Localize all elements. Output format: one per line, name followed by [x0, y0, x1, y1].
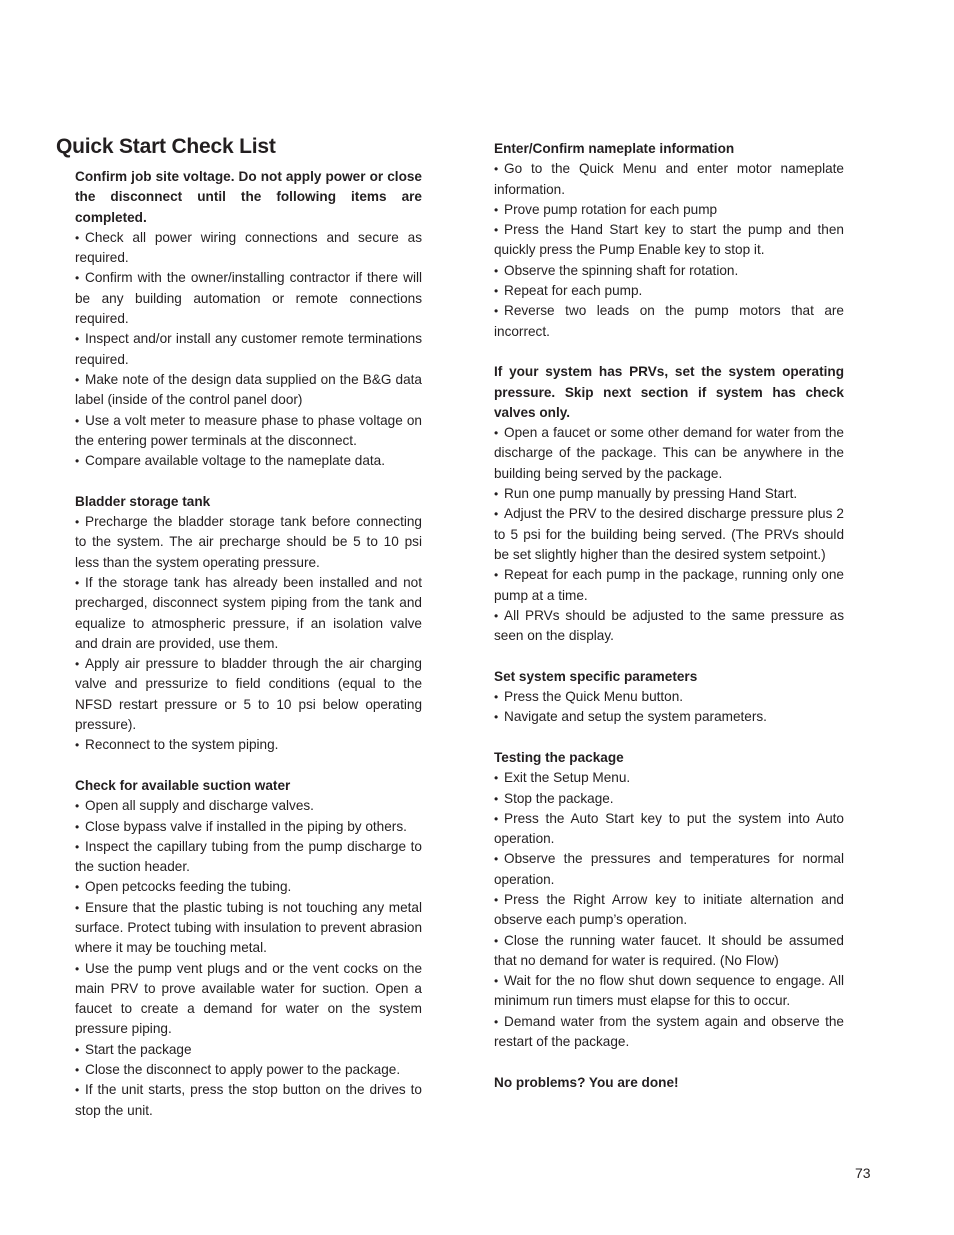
checklist-item-text: Navigate and setup the system parameters.: [504, 709, 767, 725]
bullet-icon: •: [75, 575, 80, 590]
bullet-icon: •: [75, 839, 80, 854]
bullet-icon: •: [75, 454, 80, 469]
checklist-item: [75, 654, 422, 735]
checklist-item-text: Open a faucet or some other demand for water from the discharge of the package. This can be anywhere in the building being served by the package.: [494, 425, 844, 481]
checklist-item: [75, 411, 422, 452]
bullet-icon: •: [494, 892, 499, 907]
bullet-icon: •: [494, 852, 499, 867]
page-number: 73: [855, 1165, 871, 1181]
checklist-item-text: Go to the Quick Menu and enter motor nameplate information.: [494, 161, 844, 197]
bullet-icon: •: [494, 162, 499, 177]
checklist-item: [494, 281, 844, 301]
checklist-item-text: Close the disconnect to apply power to the package.: [85, 1062, 401, 1078]
checklist-item-text: Inspect and/or install any customer remote terminations required.: [75, 331, 422, 367]
checklist-item-text: Compare available voltage to the nameplate data.: [85, 453, 386, 469]
checklist-item: [494, 220, 844, 261]
bullet-icon: •: [75, 372, 80, 387]
checklist-item: [75, 329, 422, 370]
checklist-item-text: Press the Auto Start key to put the system into Auto operation.: [494, 810, 844, 847]
right-column: [494, 139, 844, 1093]
checklist-item: [494, 159, 844, 200]
bullet-icon: •: [75, 1063, 80, 1078]
bullet-icon: •: [494, 487, 499, 502]
checklist-item: [494, 1012, 844, 1053]
checklist-item: [75, 817, 422, 837]
checklist-item-text: Run one pump manually by pressing Hand Start.: [504, 486, 798, 502]
checklist-item: [494, 768, 844, 788]
checklist-item-text: Precharge the bladder storage tank before connecting to the system. The air precharge should be 5 to 10 psi less than the system operating pressure.: [75, 514, 422, 570]
checklist-item-text: Prove pump rotation for each pump: [504, 201, 718, 217]
checklist-item-text: If the unit starts, press the stop button on the drives to stop the unit.: [75, 1082, 422, 1118]
checklist-item-text: Start the package: [85, 1041, 192, 1057]
bullet-icon: •: [494, 1014, 499, 1029]
checklist-item: [75, 512, 422, 573]
checklist-item: [75, 1060, 422, 1080]
checklist-item-text: Use the pump vent plugs and or the vent cocks on the main PRV to prove available water for suction. Open a faucet to create a demand for water on the system pressure piping.: [75, 960, 422, 1037]
page-title: Quick Start Check List: [56, 135, 276, 158]
bullet-icon: •: [494, 223, 499, 238]
checklist-item-text: Use a volt meter to measure phase to phase voltage on the entering power terminals at the disconnect.: [75, 412, 422, 448]
bullet-icon: •: [75, 880, 80, 895]
checklist-item-text: Exit the Setup Menu.: [504, 770, 631, 786]
checklist-item: [75, 877, 422, 897]
bullet-icon: •: [75, 900, 80, 915]
checklist-item-text: Observe the spinning shaft for rotation.: [504, 262, 739, 278]
checklist-item-text: Open all supply and discharge valves.: [85, 798, 314, 814]
section-heading: No problems? You are done!: [494, 1074, 679, 1090]
checklist-item-text: Wait for the no flow shut down sequence to engage. All minimum run timers must elapse for this to occur.: [494, 973, 844, 1009]
checklist-item-text: Press the Quick Menu button.: [504, 689, 684, 705]
checklist-item-text: Observe the pressures and temperatures for normal operation.: [494, 851, 844, 887]
checklist-item-text: Check all power wiring connections and secure as required.: [75, 229, 422, 266]
bullet-icon: •: [75, 332, 80, 347]
bullet-icon: •: [494, 791, 499, 806]
checklist-item: [75, 796, 422, 816]
checklist-item-text: If the storage tank has already been installed and not precharged, disconnect system piping from the tank and equalize to atmospheric pressure, if an isolation valve and drain are provided, use them.: [75, 574, 422, 651]
checklist-item: [75, 1080, 422, 1121]
checklist-item: [494, 809, 844, 850]
checklist-item: [75, 370, 422, 411]
checklist-item: [494, 484, 844, 504]
bullet-icon: •: [494, 608, 499, 623]
bullet-icon: •: [494, 933, 499, 948]
checklist-item: [494, 606, 844, 647]
section-heading: Bladder storage tank: [75, 493, 211, 509]
checklist-item: [494, 565, 844, 606]
checklist-item: [75, 837, 422, 878]
bullet-icon: •: [75, 657, 80, 672]
checklist-item: [494, 890, 844, 931]
section-heading: If your system has PRVs, set the system operating pressure. Skip next section if system has check valves only.: [494, 364, 844, 420]
checklist-section: [494, 362, 844, 646]
checklist-item-text: Press the Hand Start key to start the pump and then quickly press the Pump Enable key to stop it.: [494, 222, 844, 258]
bullet-icon: •: [75, 799, 80, 814]
checklist-item-text: Press the Right Arrow key to initiate alternation and observe each pump’s operation.: [494, 891, 844, 928]
checklist-section: [75, 167, 422, 471]
checklist-item: [75, 573, 422, 654]
bullet-icon: •: [75, 1083, 80, 1098]
bullet-icon: •: [494, 710, 499, 725]
section-heading: Check for available suction water: [75, 777, 291, 793]
bullet-icon: •: [494, 202, 499, 217]
checklist-item-text: Inspect the capillary tubing from the pump discharge to the suction header.: [75, 838, 422, 875]
checklist-item-text: Demand water from the system again and observe the restart of the package.: [494, 1013, 844, 1050]
checklist-item: [75, 898, 422, 959]
checklist-section: [75, 776, 422, 1121]
bullet-icon: •: [494, 811, 499, 826]
checklist-item: [75, 959, 422, 1040]
checklist-item-text: Open petcocks feeding the tubing.: [85, 879, 292, 895]
checklist-item-text: Close the running water faucet. It should be assumed that no demand for water is required. (No Flow): [494, 932, 844, 968]
checklist-item: [75, 451, 422, 471]
checklist-item-text: Adjust the PRV to the desired discharge pressure plus 2 to 5 psi for the building being served. (The PRVs should be set slightly higher than the desired system setpoint.): [494, 506, 844, 562]
section-heading: Set system specific parameters: [494, 668, 698, 684]
bullet-icon: •: [494, 568, 499, 583]
section-heading: Testing the package: [494, 749, 624, 765]
checklist-item-text: Close bypass valve if installed in the piping by others.: [85, 818, 407, 834]
bullet-icon: •: [494, 690, 499, 705]
checklist-item: [494, 971, 844, 1012]
checklist-section: [494, 1073, 844, 1093]
checklist-section: [494, 748, 844, 1052]
checklist-item-text: Make note of the design data supplied on the B&G data label (inside of the control panel door): [75, 371, 422, 408]
checklist-item-text: All PRVs should be adjusted to the same pressure as seen on the display.: [494, 607, 844, 644]
checklist-item-text: Apply air pressure to bladder through the air charging valve and pressurize to field conditions (equal to the NFSD restart pressure or 5 to 10 psi below operating pressure).: [75, 656, 422, 733]
bullet-icon: •: [494, 507, 499, 522]
checklist-item: [494, 504, 844, 565]
checklist-item-text: Confirm with the owner/installing contractor if there will be any building automation or remote connections required.: [75, 270, 422, 327]
bullet-icon: •: [75, 230, 80, 245]
bullet-icon: •: [75, 819, 80, 834]
checklist-item: [494, 849, 844, 890]
bullet-icon: •: [75, 515, 80, 530]
bullet-icon: •: [75, 738, 80, 753]
checklist-item: [494, 789, 844, 809]
checklist-item: [494, 200, 844, 220]
section-heading: Confirm job site voltage. Do not apply power or close the disconnect until the following items are completed.: [75, 169, 422, 225]
checklist-item: [494, 261, 844, 281]
checklist-item: [75, 1040, 422, 1060]
bullet-icon: •: [494, 771, 499, 786]
bullet-icon: •: [494, 284, 499, 299]
checklist-item-text: Repeat for each pump in the package, running only one pump at a time.: [494, 567, 844, 603]
bullet-icon: •: [75, 1042, 80, 1057]
checklist-item: [494, 931, 844, 972]
checklist-section: [75, 492, 422, 756]
bullet-icon: •: [494, 426, 499, 441]
checklist-item: [75, 268, 422, 329]
left-column: [75, 167, 422, 1121]
bullet-icon: •: [494, 263, 499, 278]
checklist-item: [75, 735, 422, 755]
bullet-icon: •: [494, 974, 499, 989]
bullet-icon: •: [75, 271, 80, 286]
checklist-item: [494, 687, 844, 707]
checklist-item: [494, 423, 844, 484]
section-heading: Enter/Confirm nameplate information: [494, 141, 735, 156]
checklist-item-text: Repeat for each pump.: [504, 283, 643, 299]
checklist-section: [494, 139, 844, 342]
checklist-item: [494, 301, 844, 342]
checklist-item-text: Ensure that the plastic tubing is not touching any metal surface. Protect tubing with insulation to prevent abrasion where it may be touching metal.: [75, 899, 422, 956]
checklist-item: [494, 707, 844, 727]
checklist-item-text: Reverse two leads on the pump motors that are incorrect.: [494, 303, 844, 339]
checklist-item-text: Reconnect to the system piping.: [85, 737, 279, 753]
checklist-item-text: Stop the package.: [504, 790, 614, 806]
checklist-section: [494, 667, 844, 728]
checklist-item: [75, 228, 422, 269]
bullet-icon: •: [75, 413, 80, 428]
bullet-icon: •: [494, 304, 499, 319]
bullet-icon: •: [75, 961, 80, 976]
